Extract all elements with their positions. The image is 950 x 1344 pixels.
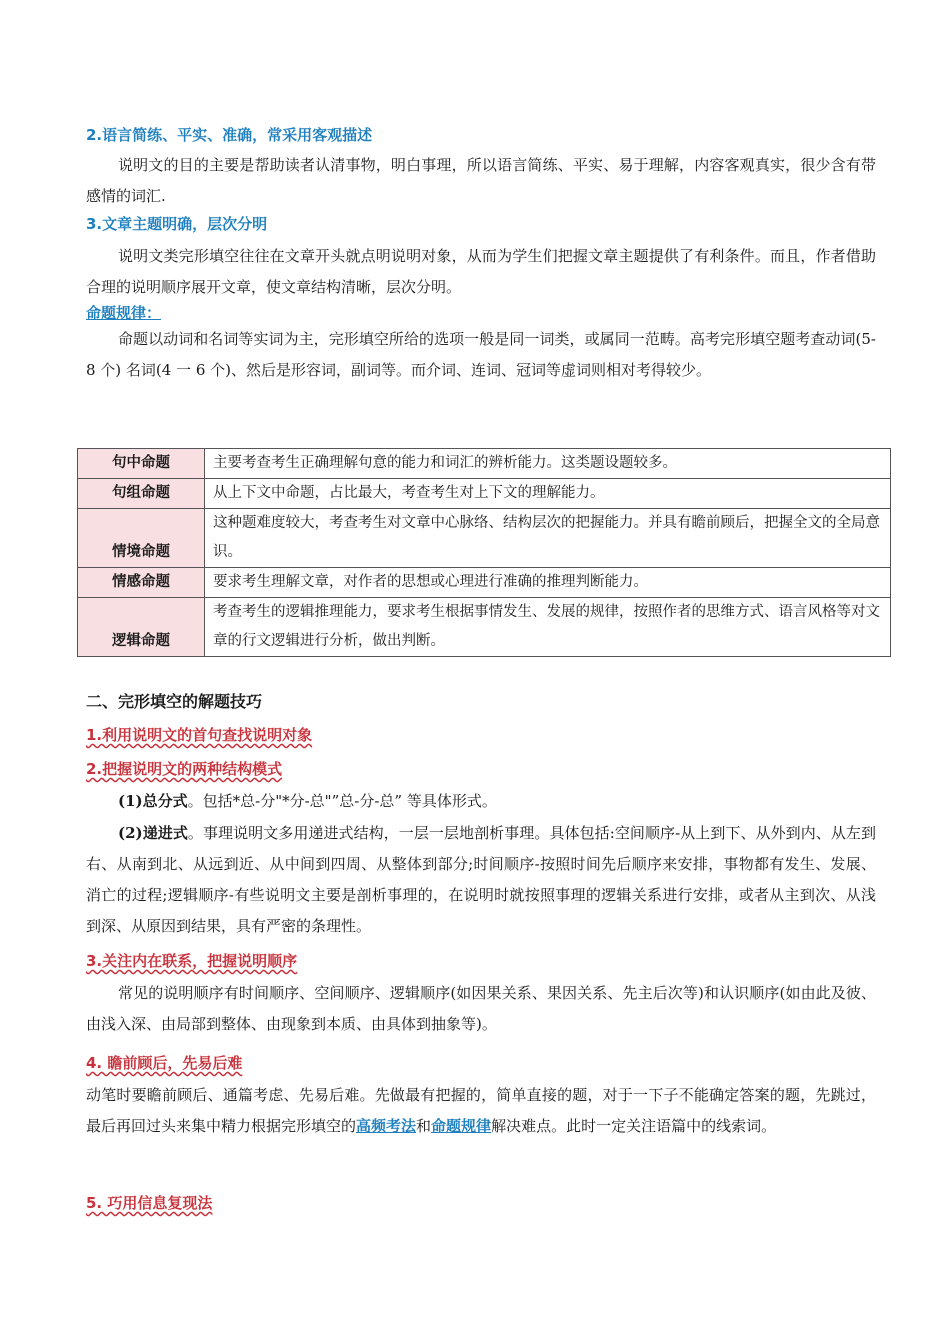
mode1-text: 。包括*总-分"*分-总"”总-分-总” 等具体形式。 [187, 792, 497, 810]
mode1-paragraph [86, 786, 876, 817]
table-type-cell: 情境命题 [78, 509, 205, 568]
tip2-heading: 2.把握说明文的两种结构模式 [86, 760, 283, 778]
point3-paragraph: 说明文类完形填空往往在文章开头就点明说明对象，从而为学生们把握文章主题提供了有利条件。而且，作者借助合理的说明顺序展开文章，使文章结构清晰，层次分明。 [86, 247, 876, 296]
tip1-heading: 1.利用说明文的首句查找说明对象 [86, 726, 313, 744]
tip2-heading-wrap [86, 758, 876, 780]
table-desc-cell: 这种题难度较大，考查考生对文章中心脉络、结构层次的把握能力。并具有瞻前顾后，把握全文的全局意识。 [205, 509, 891, 568]
table-desc-cell: 要求考生理解文章，对作者的思想或心理进行准确的推理判断能力。 [205, 568, 891, 598]
table-desc-cell: 考查考生的逻辑推理能力，要求考生根据事情发生、发展的规律，按照作者的思维方式、语言风格等对文章的行文逻辑进行分析，做出判断。 [205, 598, 891, 657]
tip3-heading: 3.关注内在联系，把握说明顺序 [86, 952, 298, 970]
table-desc-cell: 主要考查考生正确理解句意的能力和词汇的辨析能力。这类题设题较多。 [205, 449, 891, 479]
question-type-table [77, 448, 891, 657]
point3-heading: 3.文章主题明确，层次分明 [86, 215, 268, 233]
section2-title: 二、完形填空的解题技巧 [86, 692, 263, 711]
table-desc-cell: 从上下文中命题，占比最大，考查考生对上下文的理解能力。 [205, 479, 891, 509]
table-row [78, 449, 891, 479]
rule-heading-link[interactable]: 命题规律： [86, 304, 162, 322]
mode2-label: (2)递进式 [118, 824, 188, 842]
tip4-heading: 4. 瞻前顾后，先易后难 [86, 1054, 243, 1072]
rule-link[interactable]: 命题规律 [431, 1117, 492, 1135]
table-row [78, 479, 891, 509]
table-type-cell: 逻辑命题 [78, 598, 205, 657]
mode2-paragraph [86, 818, 876, 942]
tip3-paragraph: 常见的说明顺序有时间顺序、空间顺序、逻辑顺序(如因果关系、果因关系、先主后次等)和认识顺序(如由此及彼、由浅入深、由局部到整体、由现象到本质、由具体到抽象等)。 [86, 984, 876, 1033]
tip4-paragraph [86, 1080, 876, 1142]
tip3-heading-wrap [86, 950, 876, 972]
tip4-heading-wrap [86, 1052, 876, 1074]
point2-paragraph: 说明文的目的主要是帮助读者认清事物，明白事理，所以语言简练、平实、易于理解，内容客观真实，很少含有带感情的词汇. [86, 156, 876, 205]
table-row [78, 598, 891, 657]
tip4-text-a: 动笔时要瞻前顾后、通篇考虑、先易后难。先做最有把握的，简单直接的题，对于一下子不能确定答案的题，先跳过，最后再回过头来集中精力根据完形填空的 [86, 1086, 876, 1135]
table-type-cell: 情感命题 [78, 568, 205, 598]
mode2-text: 。事理说明文多用递进式结构，一层一层地剖析事理。具体包括:空间顺序-从上到下、从外到内、从左到右、从南到北、从远到近、从中间到四周、从整体到部分;时间顺序-按照时间先后顺序来安排，事物都有发生、发展、消亡的过程;逻辑顺序-有些说明文主要是剖析事理的，在说明时就按照事理的逻辑关系进行安排，或者从主到次、从浅到深、从原因到结果，具有严密的条理性。 [86, 824, 876, 935]
table-row [78, 568, 891, 598]
point2-heading: 2.语言简练、平实、准确，常采用客观描述 [86, 126, 373, 144]
tip1-heading-wrap [86, 724, 876, 746]
table-type-cell: 句中命题 [78, 449, 205, 479]
mode1-label: (1)总分式 [118, 792, 188, 810]
tip4-text-b: 和 [416, 1117, 432, 1135]
table-row [78, 509, 891, 568]
rule-paragraph: 命题以动词和名词等实词为主，完形填空所给的选项一般是同一词类，或属同一范畴。高考完形填空题考查动词(5-8 个) 名词(4 一 6 个)、然后是形容词，副词等。而介词、连词、冠词等虚词则相对考得较少。 [86, 330, 876, 379]
tip5-heading-wrap [86, 1192, 876, 1214]
high-frequency-link[interactable]: 高频考法 [356, 1117, 417, 1135]
tip5-heading: 5. 巧用信息复现法 [86, 1194, 213, 1212]
table-type-cell: 句组命题 [78, 479, 205, 509]
tip4-text-c: 解决难点。此时一定关注语篇中的线索词。 [491, 1117, 777, 1135]
